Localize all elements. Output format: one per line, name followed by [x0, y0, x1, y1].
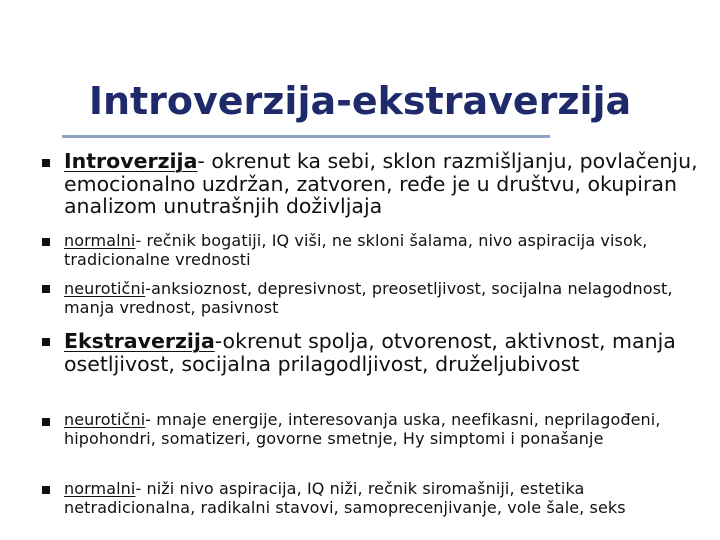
bullet-text: - mnaje energije, interesovanja uska, neefikasni, neprilagođeni, hipohondri, somatizeri, govorne smetnje, Hy simptomi i ponašanje [64, 410, 661, 448]
bullet-marker-icon [42, 285, 50, 293]
bullet-text: - rečnik bogatiji, IQ viši, ne skloni šalama, nivo aspiracija visok, tradicionalne vrednosti [64, 231, 648, 269]
bullet-term: neurotični [64, 279, 146, 298]
bullet-marker-icon [42, 238, 50, 246]
bullet-introverzija-neuroticni [64, 280, 704, 317]
bullet-marker-icon [42, 338, 50, 346]
bullet-ekstraverzija [64, 330, 704, 375]
bullet-text: -okrenut spolja, otvorenost, aktivnost, manja osetljivost, socijalna prilagodljivost, druželjubivost [64, 329, 676, 376]
bullet-text: -anksioznost, depresivnost, preosetljivost, socijalna nelagodnost, manja vrednost, pasivnost [64, 279, 673, 317]
bullet-term: Ekstraverzija [64, 329, 215, 353]
bullet-introverzija-normalni [64, 232, 704, 269]
bullet-term: normalni [64, 479, 136, 498]
bullet-marker-icon [42, 159, 50, 167]
bullet-ekstraverzija-normalni [64, 480, 704, 517]
bullet-marker-icon [42, 486, 50, 494]
bullet-ekstraverzija-neuroticni [64, 411, 704, 448]
bullet-introverzija [64, 150, 704, 218]
bullet-term: neurotični [64, 410, 146, 429]
bullet-text: - okrenut ka sebi, sklon razmišljanju, povlačenju, emocionalno uzdržan, zatvoren, ređe je u društvu, okupiran analizom unutrašnjih doživljaja [64, 149, 698, 218]
slide-title: Introverzija-ekstraverzija [88, 79, 632, 123]
bullet-marker-icon [42, 418, 50, 426]
bullet-text: - niži nivo aspiracija, IQ niži, rečnik siromašniji, estetika netradicionalna, radikalni stavovi, samoprecenjivanje, vole šale, seks [64, 479, 626, 517]
bullet-term: Introverzija [64, 149, 198, 173]
bullet-term: normalni [64, 231, 136, 250]
